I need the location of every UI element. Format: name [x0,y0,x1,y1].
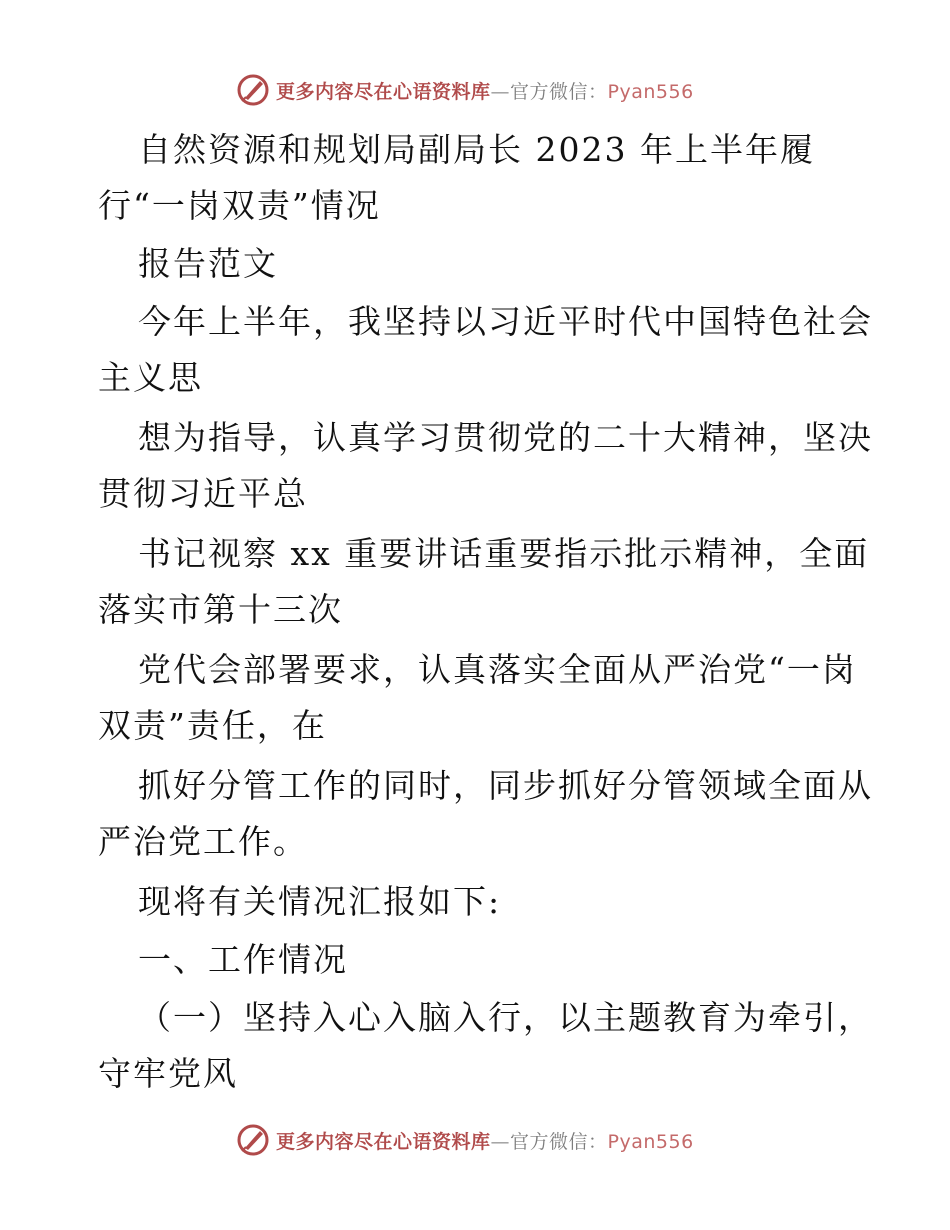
paragraph-line: 今年上半年，我坚持以习近平时代中国特色社会 [138,302,873,341]
paragraph-line: 严治党工作。 [98,822,308,861]
title-line-3: 报告范文 [138,244,278,283]
title-line-1: 自然资源和规划局副局长 2023 年上半年履 [138,130,815,169]
title-line-2: 行“一岗双责”情况 [98,186,381,225]
watermark-dash: — [490,1130,511,1153]
paragraph-line: 主义思 [98,358,203,397]
paragraph-line: 抓好分管工作的同时，同步抓好分管领域全面从 [138,766,873,805]
paragraph-line: 现将有关情况汇报如下: [138,882,502,921]
quill-pen-logo-icon [236,1123,270,1157]
watermark-account: Pyan556 [607,80,694,103]
paragraph-line: 想为指导，认真学习贯彻党的二十大精神，坚决 [138,418,873,457]
paragraph-line: 落实市第十三次 [98,590,343,629]
quill-pen-logo-icon [236,73,270,107]
paragraph-line: 书记视察 xx 重要讲话重要指示批示精神，全面 [138,534,870,573]
watermark-brand: 更多内容尽在心语资料库 [276,1130,491,1153]
watermark-text [276,1127,694,1154]
footer-watermark [236,1122,694,1158]
watermark-wechat-label: 官方微信： [510,80,608,103]
section-heading: 一、工作情况 [138,940,348,979]
watermark-account: Pyan556 [607,1130,694,1153]
paragraph-line: 贯彻习近平总 [98,474,308,513]
paragraph-line: 守牢党风 [98,1054,238,1093]
header-watermark [236,72,694,108]
watermark-dash: — [490,80,511,103]
paragraph-line: 党代会部署要求，认真落实全面从严治党“一岗 [138,650,857,689]
subsection-heading: （一）坚持入心入脑入行，以主题教育为牵引， [138,998,873,1037]
watermark-brand: 更多内容尽在心语资料库 [276,80,491,103]
paragraph-line: 双责”责任，在 [98,706,327,745]
watermark-wechat-label: 官方微信： [510,1130,608,1153]
watermark-text [276,77,694,104]
